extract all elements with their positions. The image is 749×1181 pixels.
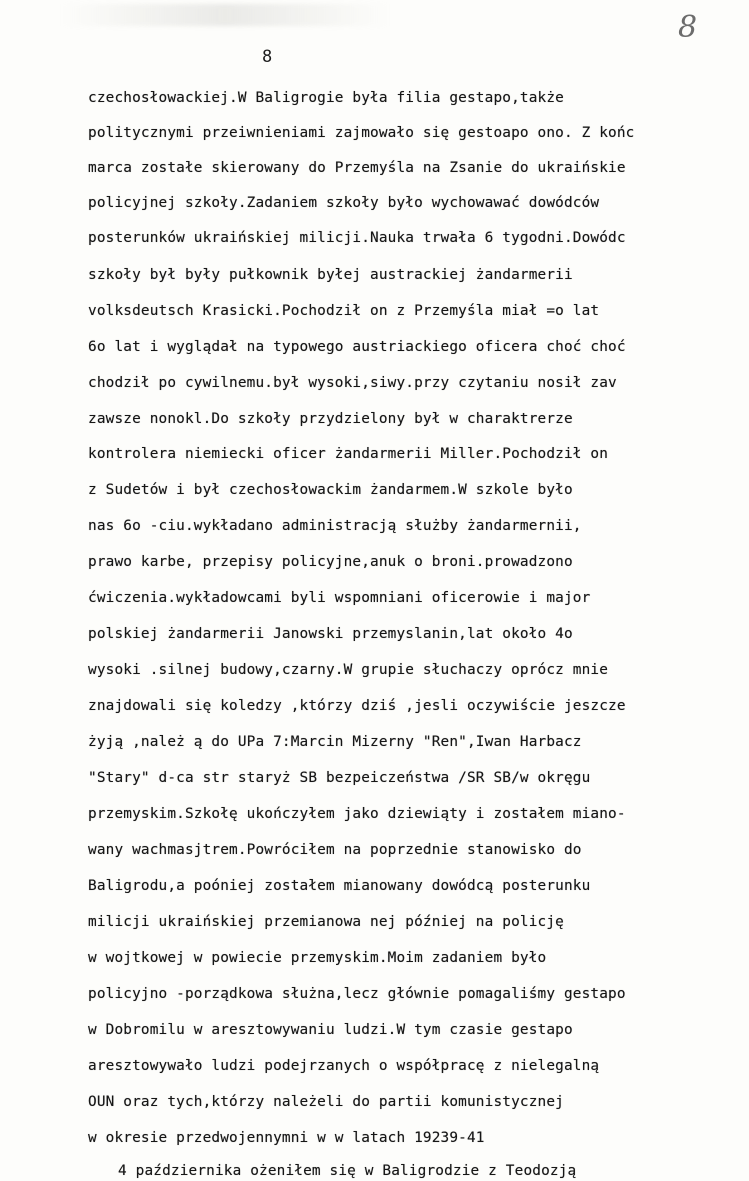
text-line: nas 6o -ciu.wykładano administracją służby żandarmernii, (88, 518, 582, 534)
text-line: prawo karbe, przepisy policyjne,anuk o broni.prowadzono (88, 554, 573, 570)
text-line: aresztowywało ludzi podejrzanych o współpracę z nielegalną (88, 1058, 600, 1074)
text-line: z Sudetów i był czechosłowackim żandarmem.W szkole było (88, 482, 573, 498)
handwritten-page-number: 8 (678, 10, 698, 45)
text-line: wany wachmasjtrem.Powróciłem na poprzednie stanowisko do (88, 842, 582, 858)
text-line: milicji ukraińskiej przemianowa nej później na policję (88, 914, 564, 930)
text-line: volksdeutsch Krasicki.Pochodził on z Przemyśla miał =o lat (88, 303, 600, 319)
text-line: kontrolera niemiecki oficer żandarmerii Miller.Pochodził on (88, 446, 609, 462)
text-line: szkoły był były pułkownik byłej austrackiej żandarmerii (88, 267, 573, 283)
text-line: wysoki .silnej budowy,czarny.W grupie słuchaczy oprócz mnie (88, 662, 609, 678)
text-line: "Stary" d-ca str staryż SB bezpeiczeństwa /SR SB/w okręgu (88, 770, 591, 786)
text-line: przemyskim.Szkołę ukończyłem jako dziewiąty i zostałem miano- (88, 806, 626, 822)
text-line: w okresie przedwojennymni w w latach 19239-41 (88, 1130, 485, 1146)
text-line: chodził po cywilnemu.był wysoki,siwy.przy czytaniu nosił zav (88, 375, 617, 391)
text-line: polskiej żandarmerii Janowski przemyslanin,lat około 4o (88, 626, 573, 642)
text-line: 6o lat i wyglądał na typowego austriackiego oficera choć choć (88, 339, 626, 355)
text-line: w Dobromilu w aresztowywaniu ludzi.W tym czasie gestapo (88, 1022, 573, 1038)
page-number: 8 (262, 47, 274, 67)
text-line: OUN oraz tych,którzy należeli do partii komunistycznej (88, 1094, 564, 1110)
text-line: zawsze nonokl.Do szkoły przydzielony był w charaktrerze (88, 411, 573, 427)
text-line: policyjno -porządkowa służna,lecz głównie pomagaliśmy gestapo (88, 986, 626, 1002)
text-line: marca zostałe skierowany do Przemyśla na Zsanie do ukraińskie (88, 160, 626, 176)
text-line: ćwiczenia.wykładowcami byli wspomniani oficerowie i major (88, 590, 591, 606)
scan-smudge (60, 4, 390, 26)
text-line: politycznymi przeiwnieniami zajmowało się gestoapo ono. Z końc (88, 125, 635, 141)
text-line: posterunków ukraińskiej milicji.Nauka trwała 6 tygodni.Dowódc (88, 230, 626, 246)
text-line: żyją ,należ ą do UPa 7:Marcin Mizerny "Ren",Iwan Harbacz (88, 734, 582, 750)
text-line: w wojtkowej w powiecie przemyskim.Moim zadaniem było (88, 950, 547, 966)
text-line: policyjnej szkoły.Zadaniem szkoły było wychowawać dowódców (88, 195, 600, 211)
text-line: czechosłowackiej.W Baligrogie była filia gestapo,także (88, 90, 564, 106)
text-line: Baligrodu,a poóniej zostałem mianowany dowódcą posterunku (88, 878, 591, 894)
text-line: znajdowali się koledzy ,którzy dziś ,jesli oczywiście jeszcze (88, 698, 626, 714)
text-line: 4 października ożeniłem się w Baligrodzie z Teodozją (118, 1163, 577, 1179)
